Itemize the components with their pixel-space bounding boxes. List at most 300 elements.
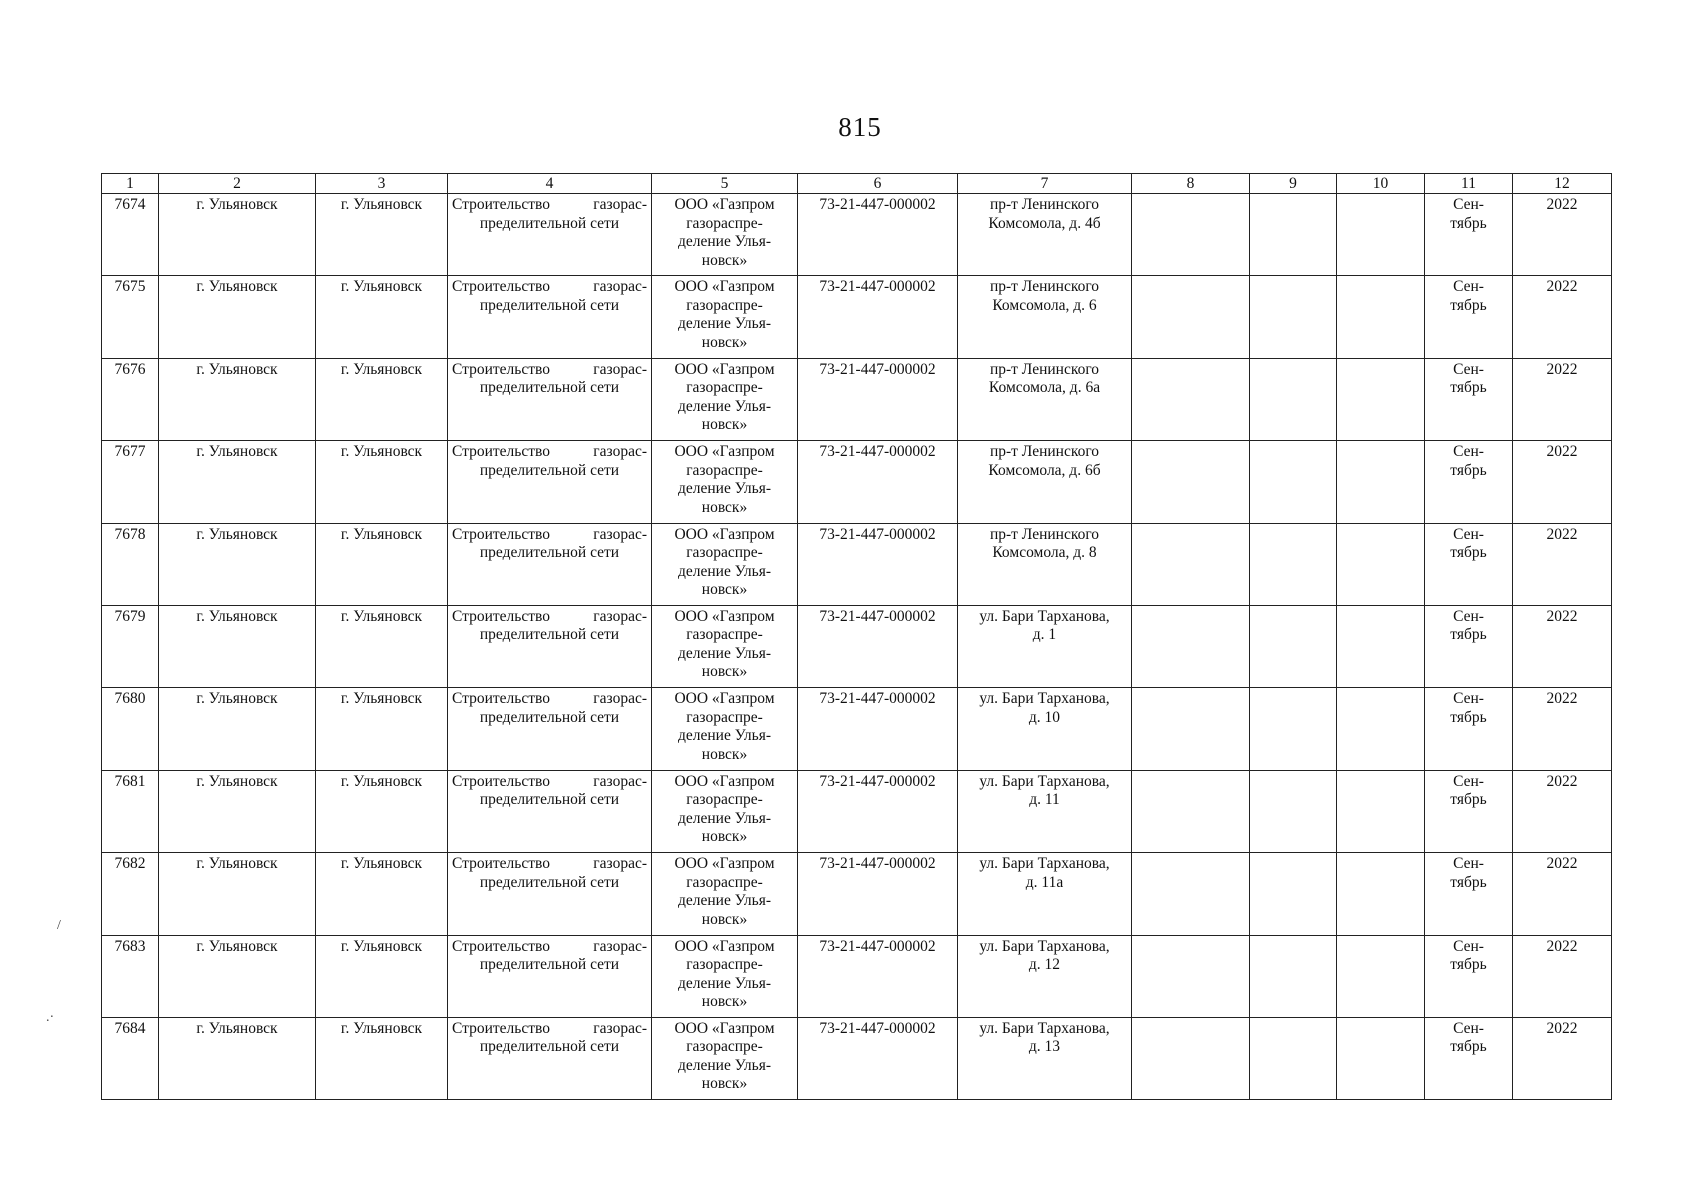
- table-header: [102, 174, 1612, 194]
- cell-locality: [316, 194, 448, 276]
- cell-organization-line: новск»: [701, 251, 748, 269]
- cell-address: [958, 853, 1132, 935]
- cell-code: [798, 688, 958, 770]
- cell-month: [1425, 688, 1513, 770]
- cell-address-line: пр-т Ленинского: [989, 278, 1100, 296]
- cell-year-line: 2022: [1546, 690, 1578, 708]
- cell-col10: [1337, 935, 1425, 1017]
- cell-organization-line: новск»: [701, 581, 748, 599]
- cell-organization: [652, 688, 798, 770]
- cell-address: [958, 276, 1132, 358]
- cell-organization-line: ООО «Газпром: [674, 360, 775, 378]
- table-row: [102, 358, 1612, 440]
- cell-year: [1513, 523, 1612, 605]
- cell-work-type-line: пределительной сети: [479, 791, 620, 809]
- column-number: 11: [1425, 174, 1513, 194]
- column-number: 6: [798, 174, 958, 194]
- column-number: 12: [1513, 174, 1612, 194]
- table-row: [102, 935, 1612, 1017]
- cell-month-line: Сен-: [1453, 690, 1484, 708]
- scan-mark: .·: [46, 1010, 55, 1025]
- cell-address: [958, 770, 1132, 852]
- cell-work-type: [448, 770, 652, 852]
- cell-organization-line: газораспре-: [686, 873, 763, 891]
- cell-organization-line: газораспре-: [686, 296, 763, 314]
- cell-year-line: 2022: [1546, 1019, 1578, 1037]
- cell-work-type: [448, 194, 652, 276]
- cell-col8: [1132, 853, 1250, 935]
- cell-work-type-line: пределительной сети: [479, 296, 620, 314]
- cell-region-line: г. Ульяновск: [196, 196, 278, 213]
- cell-organization-line: газораспре-: [686, 626, 763, 644]
- cell-organization: [652, 441, 798, 523]
- cell-row-number: [102, 441, 159, 523]
- cell-year-line: 2022: [1546, 855, 1578, 873]
- cell-address-line: Комсомола, д. 4б: [988, 214, 1101, 232]
- cell-address-line: ул. Бари Тарханова,: [979, 690, 1110, 708]
- cell-col10: [1337, 358, 1425, 440]
- cell-locality-line: г. Ульяновск: [340, 855, 423, 873]
- cell-row-number: [102, 853, 159, 935]
- cell-locality-line: г. Ульяновск: [340, 196, 423, 213]
- cell-col10: [1337, 605, 1425, 687]
- cell-address-line: пр-т Ленинского: [989, 443, 1100, 461]
- cell-address-line: д. 11: [1029, 791, 1060, 809]
- cell-region: [159, 441, 316, 523]
- column-number: 10: [1337, 174, 1425, 194]
- cell-organization-line: новск»: [701, 333, 748, 351]
- cell-locality: [316, 358, 448, 440]
- cell-row-number: [102, 523, 159, 605]
- cell-organization: [652, 770, 798, 852]
- cell-year: [1513, 194, 1612, 276]
- table-row: [102, 605, 1612, 687]
- cell-col8: [1132, 358, 1250, 440]
- cell-work-type: [448, 276, 652, 358]
- cell-region: [159, 276, 316, 358]
- cell-locality-line: г. Ульяновск: [340, 360, 423, 378]
- scan-mark: /: [57, 918, 61, 933]
- cell-code: [798, 770, 958, 852]
- cell-region: [159, 358, 316, 440]
- cell-month: [1425, 853, 1513, 935]
- cell-organization-line: деление Улья-: [677, 974, 772, 992]
- cell-organization: [652, 605, 798, 687]
- cell-work-type-line: пределительной сети: [479, 214, 620, 232]
- cell-col8: [1132, 605, 1250, 687]
- cell-organization-line: газораспре-: [686, 379, 763, 397]
- cell-organization-line: деление Улья-: [677, 1056, 772, 1074]
- cell-locality-line: г. Ульяновск: [340, 525, 423, 543]
- cell-month-line: Сен-: [1453, 772, 1484, 790]
- table-body: [102, 194, 1612, 1100]
- cell-locality: [316, 688, 448, 770]
- cell-work-type: [448, 853, 652, 935]
- cell-work-type-line: пределительной сети: [479, 956, 620, 974]
- cell-address: [958, 605, 1132, 687]
- cell-row-number-line: 7680: [114, 690, 146, 708]
- cell-row-number: [102, 194, 159, 276]
- column-number: 2: [159, 174, 316, 194]
- cell-organization: [652, 1017, 798, 1099]
- cell-work-type-line: Строительство газорас-: [452, 360, 647, 378]
- cell-locality-line: г. Ульяновск: [340, 690, 423, 708]
- cell-month-line: Сен-: [1453, 937, 1484, 955]
- cell-code-line: 73-21-447-000002: [819, 937, 936, 955]
- cell-region-line: г. Ульяновск: [196, 1019, 278, 1037]
- cell-month-line: Сен-: [1453, 525, 1484, 543]
- cell-work-type-line: пределительной сети: [479, 544, 620, 562]
- cell-month-line: тябрь: [1450, 708, 1487, 726]
- cell-month: [1425, 1017, 1513, 1099]
- cell-month-line: Сен-: [1453, 1019, 1484, 1037]
- column-number: 5: [652, 174, 798, 194]
- cell-code-line: 73-21-447-000002: [819, 690, 936, 708]
- cell-row-number: [102, 1017, 159, 1099]
- cell-region-line: г. Ульяновск: [196, 855, 278, 873]
- cell-organization: [652, 523, 798, 605]
- cell-organization-line: газораспре-: [686, 956, 763, 974]
- cell-col10: [1337, 276, 1425, 358]
- cell-year-line: 2022: [1546, 525, 1578, 543]
- cell-col8: [1132, 276, 1250, 358]
- cell-code: [798, 1017, 958, 1099]
- cell-col9: [1250, 523, 1337, 605]
- cell-organization-line: газораспре-: [686, 461, 763, 479]
- cell-organization-line: газораспре-: [686, 214, 763, 232]
- cell-code: [798, 358, 958, 440]
- cell-work-type-line: пределительной сети: [479, 708, 620, 726]
- cell-month-line: тябрь: [1450, 379, 1487, 397]
- cell-month-line: Сен-: [1453, 855, 1484, 873]
- cell-col9: [1250, 605, 1337, 687]
- cell-locality-line: г. Ульяновск: [340, 607, 423, 625]
- cell-row-number: [102, 688, 159, 770]
- cell-code-line: 73-21-447-000002: [819, 607, 936, 625]
- cell-organization-line: ООО «Газпром: [674, 607, 775, 625]
- cell-organization: [652, 853, 798, 935]
- page-number: 815: [838, 112, 882, 142]
- cell-organization-line: ООО «Газпром: [674, 855, 775, 873]
- cell-row-number: [102, 276, 159, 358]
- cell-work-type-line: Строительство газорас-: [452, 937, 647, 955]
- cell-organization-line: новск»: [701, 828, 748, 846]
- cell-month-line: тябрь: [1450, 461, 1487, 479]
- cell-region-line: г. Ульяновск: [196, 937, 278, 955]
- cell-month-line: тябрь: [1450, 791, 1487, 809]
- cell-work-type-line: Строительство газорас-: [452, 443, 647, 461]
- table-row: [102, 523, 1612, 605]
- cell-organization-line: ООО «Газпром: [674, 278, 775, 296]
- cell-month-line: тябрь: [1450, 956, 1487, 974]
- table-row: [102, 194, 1612, 276]
- cell-col10: [1337, 1017, 1425, 1099]
- cell-region: [159, 853, 316, 935]
- cell-month: [1425, 935, 1513, 1017]
- cell-address-line: ул. Бари Тарханова,: [979, 1019, 1110, 1037]
- cell-organization: [652, 194, 798, 276]
- cell-work-type-line: пределительной сети: [479, 873, 620, 891]
- cell-work-type-line: Строительство газорас-: [452, 278, 647, 296]
- cell-organization-line: деление Улья-: [677, 233, 772, 250]
- cell-organization-line: деление Улья-: [677, 397, 772, 415]
- cell-col9: [1250, 770, 1337, 852]
- cell-locality: [316, 441, 448, 523]
- cell-locality: [316, 1017, 448, 1099]
- column-number: 8: [1132, 174, 1250, 194]
- cell-work-type-line: пределительной сети: [479, 379, 620, 397]
- cell-organization-line: газораспре-: [686, 1038, 763, 1056]
- cell-col9: [1250, 935, 1337, 1017]
- cell-year-line: 2022: [1546, 937, 1578, 955]
- cell-work-type-line: Строительство газорас-: [452, 855, 647, 873]
- cell-work-type-line: пределительной сети: [479, 1038, 620, 1056]
- cell-col8: [1132, 688, 1250, 770]
- cell-address-line: пр-т Ленинского: [989, 525, 1100, 543]
- cell-col10: [1337, 770, 1425, 852]
- cell-address-line: Комсомола, д. 6б: [988, 461, 1101, 479]
- cell-address: [958, 1017, 1132, 1099]
- cell-region-line: г. Ульяновск: [196, 360, 278, 378]
- cell-organization-line: газораспре-: [686, 708, 763, 726]
- cell-address: [958, 194, 1132, 276]
- cell-organization-line: деление Улья-: [677, 892, 772, 910]
- cell-address-line: ул. Бари Тарханова,: [979, 937, 1110, 955]
- cell-code: [798, 194, 958, 276]
- cell-row-number-line: 7679: [114, 607, 146, 625]
- cell-work-type: [448, 358, 652, 440]
- cell-locality: [316, 276, 448, 358]
- cell-code-line: 73-21-447-000002: [819, 278, 936, 296]
- cell-code-line: 73-21-447-000002: [819, 196, 936, 213]
- cell-col10: [1337, 441, 1425, 523]
- cell-address-line: д. 1: [1032, 626, 1057, 644]
- cell-address-line: пр-т Ленинского: [989, 196, 1100, 213]
- cell-organization-line: новск»: [701, 910, 748, 928]
- cell-month: [1425, 276, 1513, 358]
- cell-organization-line: ООО «Газпром: [674, 690, 775, 708]
- cell-address-line: д. 13: [1028, 1038, 1061, 1056]
- cell-year: [1513, 935, 1612, 1017]
- cell-col10: [1337, 523, 1425, 605]
- cell-row-number-line: 7675: [114, 278, 146, 296]
- cell-month: [1425, 441, 1513, 523]
- cell-region-line: г. Ульяновск: [196, 772, 278, 790]
- cell-address-line: Комсомола, д. 6а: [988, 379, 1101, 397]
- column-number: 1: [102, 174, 159, 194]
- cell-col9: [1250, 358, 1337, 440]
- cell-organization-line: деление Улья-: [677, 480, 772, 498]
- cell-col8: [1132, 770, 1250, 852]
- cell-locality-line: г. Ульяновск: [340, 278, 423, 296]
- cell-locality: [316, 853, 448, 935]
- cell-organization: [652, 358, 798, 440]
- cell-organization-line: ООО «Газпром: [674, 525, 775, 543]
- cell-month-line: тябрь: [1450, 296, 1487, 314]
- cell-organization-line: ООО «Газпром: [674, 1019, 775, 1037]
- cell-work-type: [448, 1017, 652, 1099]
- cell-col9: [1250, 194, 1337, 276]
- cell-code: [798, 276, 958, 358]
- cell-month: [1425, 605, 1513, 687]
- cell-work-type: [448, 605, 652, 687]
- cell-region: [159, 935, 316, 1017]
- cell-work-type-line: пределительной сети: [479, 626, 620, 644]
- cell-organization-line: ООО «Газпром: [674, 772, 775, 790]
- cell-address-line: Комсомола, д. 6: [992, 296, 1097, 314]
- column-number: 7: [958, 174, 1132, 194]
- cell-work-type-line: пределительной сети: [479, 461, 620, 479]
- cell-code-line: 73-21-447-000002: [819, 1019, 936, 1037]
- cell-year: [1513, 688, 1612, 770]
- table-row: [102, 853, 1612, 935]
- cell-organization-line: новск»: [701, 993, 748, 1011]
- cell-year-line: 2022: [1546, 443, 1578, 461]
- cell-address-line: ул. Бари Тарханова,: [979, 855, 1110, 873]
- cell-col9: [1250, 853, 1337, 935]
- cell-organization-line: ООО «Газпром: [674, 937, 775, 955]
- cell-month: [1425, 770, 1513, 852]
- cell-organization-line: газораспре-: [686, 791, 763, 809]
- cell-work-type: [448, 523, 652, 605]
- column-number: 4: [448, 174, 652, 194]
- cell-year: [1513, 1017, 1612, 1099]
- cell-col9: [1250, 441, 1337, 523]
- cell-code-line: 73-21-447-000002: [819, 443, 936, 461]
- column-number-row: [102, 174, 1612, 194]
- cell-region: [159, 688, 316, 770]
- cell-year-line: 2022: [1546, 772, 1578, 790]
- cell-row-number-line: 7684: [114, 1019, 146, 1037]
- cell-row-number: [102, 605, 159, 687]
- cell-row-number-line: 7676: [114, 360, 146, 378]
- cell-month: [1425, 523, 1513, 605]
- table-row: [102, 441, 1612, 523]
- cell-year-line: 2022: [1546, 278, 1578, 296]
- cell-col9: [1250, 688, 1337, 770]
- cell-organization-line: деление Улья-: [677, 727, 772, 745]
- cell-month-line: Сен-: [1453, 443, 1484, 461]
- cell-work-type-line: Строительство газорас-: [452, 772, 647, 790]
- cell-row-number: [102, 770, 159, 852]
- cell-code-line: 73-21-447-000002: [819, 525, 936, 543]
- cell-code-line: 73-21-447-000002: [819, 855, 936, 873]
- cell-year: [1513, 770, 1612, 852]
- cell-month: [1425, 358, 1513, 440]
- cell-code: [798, 523, 958, 605]
- cell-organization-line: новск»: [701, 745, 748, 763]
- cell-organization: [652, 935, 798, 1017]
- cell-month: [1425, 194, 1513, 276]
- cell-col10: [1337, 853, 1425, 935]
- cell-row-number: [102, 358, 159, 440]
- cell-row-number-line: 7683: [114, 937, 146, 955]
- cell-year: [1513, 441, 1612, 523]
- cell-row-number-line: 7677: [114, 443, 146, 461]
- cell-region-line: г. Ульяновск: [196, 607, 278, 625]
- cell-address: [958, 688, 1132, 770]
- cell-organization-line: новск»: [701, 416, 748, 434]
- cell-col8: [1132, 523, 1250, 605]
- cell-locality: [316, 605, 448, 687]
- cell-col8: [1132, 1017, 1250, 1099]
- column-number: 3: [316, 174, 448, 194]
- cell-year-line: 2022: [1546, 360, 1578, 378]
- cell-address-line: пр-т Ленинского: [989, 360, 1100, 378]
- cell-row-number-line: 7682: [114, 855, 146, 873]
- cell-year: [1513, 605, 1612, 687]
- cell-work-type-line: Строительство газорас-: [452, 607, 647, 625]
- cell-code-line: 73-21-447-000002: [819, 772, 936, 790]
- cell-col10: [1337, 688, 1425, 770]
- cell-locality: [316, 770, 448, 852]
- cell-work-type-line: Строительство газорас-: [452, 690, 647, 708]
- cell-address: [958, 358, 1132, 440]
- cell-region-line: г. Ульяновск: [196, 443, 278, 461]
- cell-col8: [1132, 935, 1250, 1017]
- cell-address-line: д. 12: [1028, 956, 1061, 974]
- cell-work-type-line: Строительство газорас-: [452, 1019, 647, 1037]
- table-row: [102, 770, 1612, 852]
- cell-month-line: тябрь: [1450, 626, 1487, 644]
- cell-locality-line: г. Ульяновск: [340, 443, 423, 461]
- cell-region: [159, 523, 316, 605]
- cell-code-line: 73-21-447-000002: [819, 360, 936, 378]
- cell-month-line: Сен-: [1453, 278, 1484, 296]
- cell-month-line: Сен-: [1453, 360, 1484, 378]
- cell-organization-line: деление Улья-: [677, 315, 772, 333]
- cell-organization-line: деление Улья-: [677, 644, 772, 662]
- cell-address-line: д. 10: [1028, 708, 1061, 726]
- cell-row-number-line: 7678: [114, 525, 146, 543]
- cell-col9: [1250, 1017, 1337, 1099]
- cell-organization-line: новск»: [701, 1075, 748, 1093]
- cell-organization-line: деление Улья-: [677, 809, 772, 827]
- cell-region: [159, 605, 316, 687]
- cell-month-line: тябрь: [1450, 873, 1487, 891]
- cell-locality-line: г. Ульяновск: [340, 772, 423, 790]
- cell-work-type-line: Строительство газорас-: [452, 525, 647, 543]
- cell-locality-line: г. Ульяновск: [340, 937, 423, 955]
- cell-region-line: г. Ульяновск: [196, 690, 278, 708]
- cell-code: [798, 605, 958, 687]
- cell-col10: [1337, 194, 1425, 276]
- cell-work-type: [448, 688, 652, 770]
- cell-year-line: 2022: [1546, 607, 1578, 625]
- cell-organization-line: ООО «Газпром: [674, 443, 775, 461]
- cell-address-line: ул. Бари Тарханова,: [979, 607, 1110, 625]
- cell-year: [1513, 853, 1612, 935]
- cell-organization-line: деление Улья-: [677, 562, 772, 580]
- cell-year-line: 2022: [1546, 196, 1578, 213]
- table-row: [102, 688, 1612, 770]
- cell-region-line: г. Ульяновск: [196, 525, 278, 543]
- cell-work-type-line: Строительство газорас-: [452, 196, 647, 213]
- cell-month-line: тябрь: [1450, 1038, 1487, 1056]
- cell-month-line: Сен-: [1453, 607, 1484, 625]
- cell-region: [159, 194, 316, 276]
- cell-year: [1513, 358, 1612, 440]
- cell-organization-line: ООО «Газпром: [674, 196, 775, 213]
- cell-month-line: тябрь: [1450, 544, 1487, 562]
- cell-region: [159, 1017, 316, 1099]
- cell-work-type: [448, 441, 652, 523]
- cell-row-number-line: 7674: [114, 196, 146, 213]
- cell-code: [798, 441, 958, 523]
- cell-row-number-line: 7681: [114, 772, 146, 790]
- cell-address-line: Комсомола, д. 8: [992, 544, 1097, 562]
- cell-col9: [1250, 276, 1337, 358]
